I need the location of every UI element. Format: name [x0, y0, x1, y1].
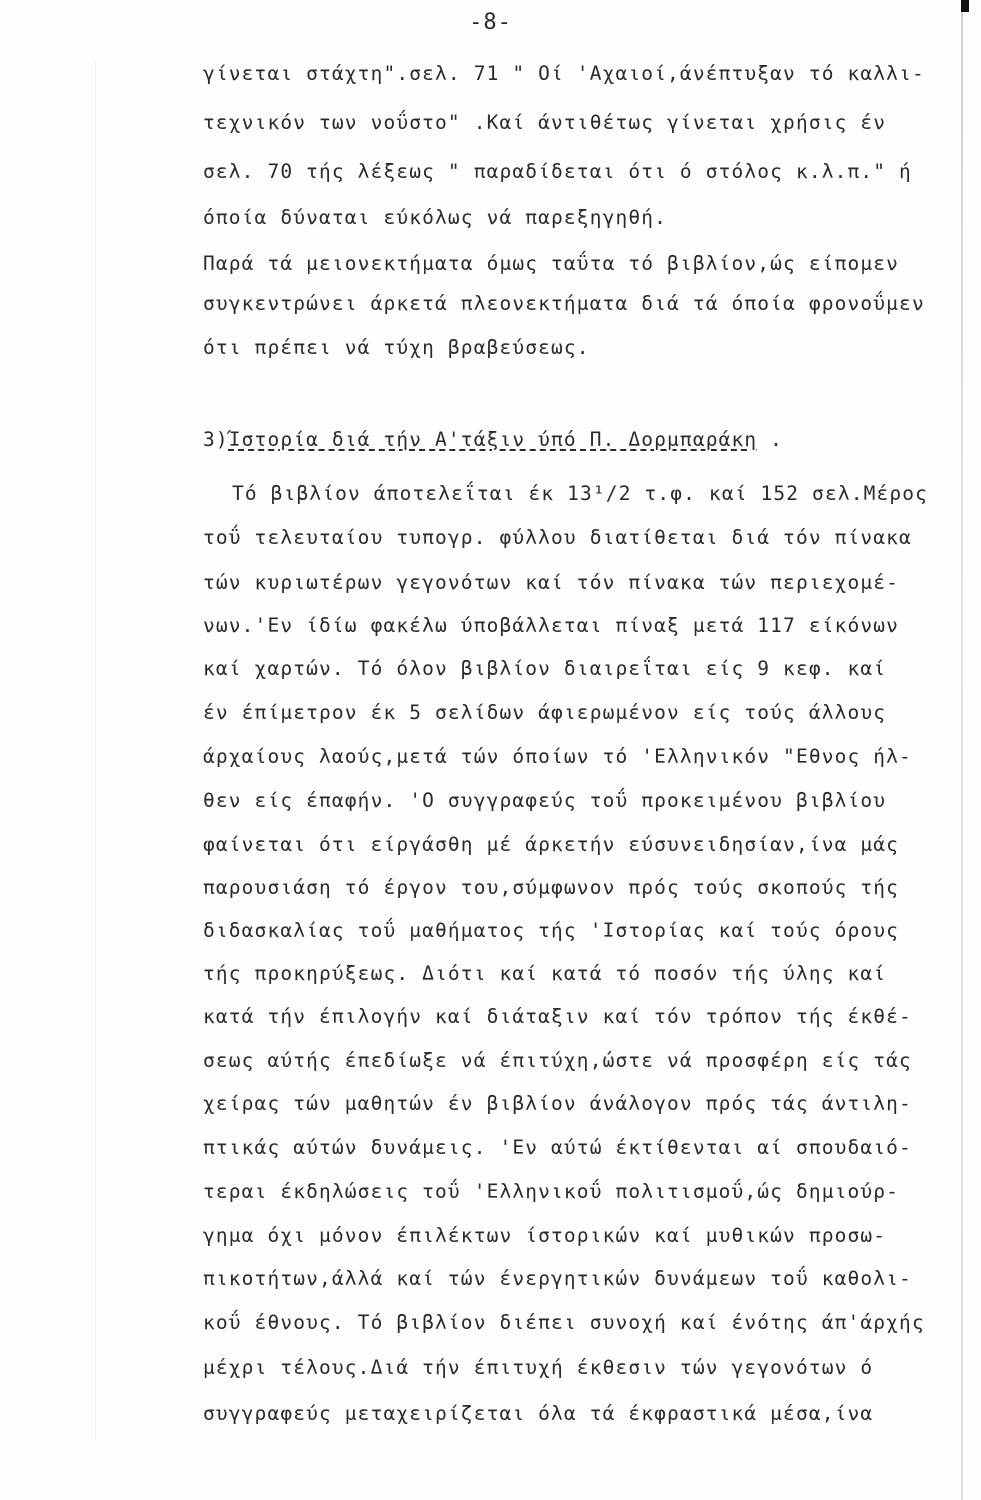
text-line: άρχαίους λαούς,μετά τών όποίων τό 'Ελληνικόν "Εθνος ήλ- [203, 745, 912, 768]
section-title: Ίστορία διά τήν Α'τάξιν ύπό Π. Δορμπαράκη [228, 428, 758, 451]
text-line: όποία δύναται εύκόλως νά παρεξηγηθή. [203, 206, 668, 229]
text-line: καί χαρτών. Τό όλον βιβλίον διαιρεΐται είς 9 κεφ. καί [203, 657, 887, 680]
text-line: Τό βιβλίον άποτελεΐται έκ 13¹/2 τ.φ. καί 152 σελ.Μέρος [232, 482, 929, 505]
text-line: τεραι έκδηλώσεις τοΰ 'Ελληνικοΰ πολιτισμοΰ,ώς δημιούρ- [203, 1180, 900, 1203]
text-line: διδασκαλίας τοΰ μαθήματος τής 'Ιστορίας καί τούς όρους [203, 919, 900, 942]
section-number: 3) [203, 428, 229, 451]
text-line: τεχνικόν των νοΰστο" .Καί άντιθέτως γίνεται χρήσις έν [203, 111, 887, 134]
page-edge-line [961, 0, 963, 1500]
text-line: πικοτήτων,άλλά καί τών ένεργητικών δυνάμεων τοΰ καθολι- [203, 1267, 912, 1290]
section-heading [203, 428, 783, 452]
text-line: έν έπίμετρον έκ 5 σελίδων άφιερωμένον είς τούς άλλους [203, 701, 887, 724]
section-heading-end: . [757, 428, 784, 451]
text-line: συγκεντρώνει άρκετά πλεονεκτήματα διά τά όποία φρονοΰμεν [203, 292, 925, 315]
text-line: φαίνεται ότι είργάσθη μέ άρκετήν εύσυνειδησίαν,ίνα μάς [203, 833, 900, 856]
text-line: τής προκηρύξεως. Διότι καί κατά τό ποσόν τής ύλης καί [203, 962, 887, 985]
text-line: μέχρι τέλους.Διά τήν έπιτυχή έκθεσιν τών γεγονότων ό [203, 1356, 874, 1379]
text-line: χείρας τών μαθητών έν βιβλίον άνάλογον πρός τάς άντιλη- [203, 1092, 912, 1115]
text-line: θεν είς έπαφήν. 'Ο συγγραφεύς τοΰ προκειμένου βιβλίου [203, 789, 887, 812]
text-line: σελ. 70 τής λέξεως " παραδίδεται ότι ό στόλος κ.λ.π." ή [203, 160, 912, 183]
text-line: τοΰ τελευταίου τυπογρ. φύλλου διατίθεται διά τόν πίνακα [203, 526, 912, 549]
text-line: νων.'Εν ίδίω φακέλω ύποβάλλεται πίναξ μετά 117 είκόνων [203, 614, 900, 637]
text-line: γημα όχι μόνον έπιλέκτων ίστορικών καί μυθικών προσω- [203, 1224, 887, 1247]
page-number: -8- [469, 10, 512, 35]
text-line: συγγραφεύς μεταχειρίζεται όλα τά έκφραστικά μέσα,ίνα [203, 1402, 874, 1425]
text-line: κοΰ έθνους. Τό βιβλίον διέπει συνοχή καί ένότης άπ'άρχής [203, 1311, 925, 1334]
text-line: Παρά τά μειονεκτήματα όμως ταΰτα τό βιβλίον,ώς είπομεν [203, 252, 900, 275]
text-line: σεως αύτής έπεδίωξε νά έπιτύχη,ώστε νά προσφέρη είς τάς [203, 1049, 912, 1072]
text-line: κατά τήν έπιλογήν καί διάταξιν καί τόν τρόπον τής έκθέ- [203, 1005, 912, 1028]
text-line: πτικάς αύτών δυνάμεις. 'Εν αύτώ έκτίθενται αί σπουδαιό- [203, 1136, 912, 1159]
text-line: ότι πρέπει νά τύχη βραβεύσεως. [203, 336, 590, 359]
text-line: γίνεται στάχτη".σελ. 71 " Οί 'Αχαιοί,άνέπτυξαν τό καλλι- [203, 62, 925, 85]
text-line: παρουσιάση τό έργον του,σύμφωνον πρός τούς σκοπούς τής [203, 876, 900, 899]
text-line: τών κυριωτέρων γεγονότων καί τόν πίνακα τών περιεχομέ- [203, 571, 900, 594]
